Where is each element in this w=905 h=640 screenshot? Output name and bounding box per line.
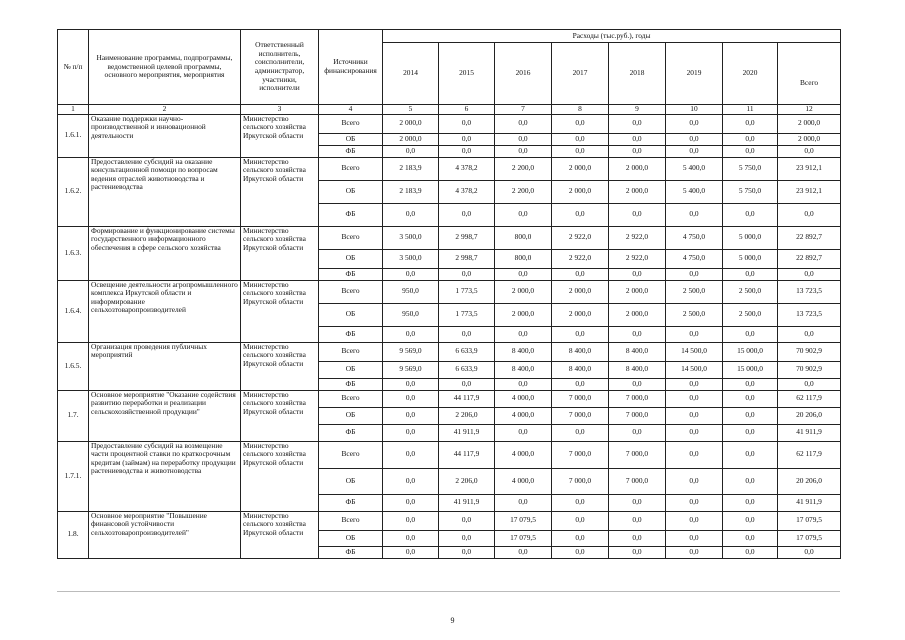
row-year-value: 0,0	[723, 390, 778, 407]
row-year-value: 0,0	[552, 424, 609, 441]
row-source: ОБ	[319, 249, 383, 268]
row-year-value: 0,0	[552, 494, 609, 511]
row-year-value: 8 400,0	[609, 342, 666, 361]
row-year-value: 2 000,0	[495, 303, 552, 326]
row-year-value: 4 000,0	[495, 441, 552, 468]
row-source: Всего	[319, 280, 383, 303]
row-year-value: 0,0	[495, 424, 552, 441]
row-year-value: 2 000,0	[552, 157, 609, 180]
row-code: 1.7.	[58, 390, 89, 441]
row-year-value: 0,0	[666, 494, 723, 511]
row-year-value: 0,0	[439, 530, 495, 546]
row-year-value: 0,0	[666, 511, 723, 530]
row-name: Основное мероприятие "Повышение финансовой устойчивости сельхозтоваропроизводителей"	[89, 511, 241, 558]
row-year-value: 2 000,0	[552, 303, 609, 326]
row-year-value: 2 500,0	[723, 303, 778, 326]
row-year-value: 2 183,9	[383, 180, 439, 203]
row-source: ФБ	[319, 378, 383, 390]
row-year-value: 44 117,9	[439, 441, 495, 468]
row-year-value: 0,0	[439, 546, 495, 558]
row-source: Всего	[319, 114, 383, 133]
header-responsible: Ответственный исполнитель, соисполнители, администратор, участники, исполнители	[241, 30, 319, 105]
table-row	[58, 441, 841, 468]
row-year-value: 2 922,0	[609, 249, 666, 268]
column-index: 10	[666, 105, 723, 115]
row-year-value: 0,0	[383, 424, 439, 441]
header-expenses: Расходы (тыс.руб.), годы	[383, 30, 841, 43]
table-row	[58, 390, 841, 407]
row-code: 1.7.1.	[58, 441, 89, 511]
row-year-value: 0,0	[383, 326, 439, 342]
row-year-value: 0,0	[666, 546, 723, 558]
row-year-value: 0,0	[495, 494, 552, 511]
row-year-value: 5 750,0	[723, 157, 778, 180]
row-year-value: 0,0	[383, 468, 439, 494]
row-year-value: 0,0	[666, 133, 723, 145]
row-name: Основное мероприятие "Оказание содействия развитию переработки и реализации сельскохозяйственной продукции"	[89, 390, 241, 441]
row-source: ОБ	[319, 468, 383, 494]
row-responsible: Министерство сельского хозяйства Иркутской области	[241, 390, 319, 441]
row-name: Освещение деятельности агропромышленного комплекса Иркутской области и информирование сельхозтоваропроизводителей	[89, 280, 241, 342]
row-responsible: Министерство сельского хозяйства Иркутской области	[241, 441, 319, 511]
row-year-value: 7 000,0	[609, 468, 666, 494]
row-year-value: 14 500,0	[666, 361, 723, 378]
row-year-value: 0,0	[439, 145, 495, 157]
row-year-value: 41 911,9	[439, 494, 495, 511]
row-source: ОБ	[319, 303, 383, 326]
row-total: 2 000,0	[778, 133, 841, 145]
header-year: 2019	[666, 43, 723, 105]
row-year-value: 2 500,0	[666, 303, 723, 326]
row-total: 0,0	[778, 378, 841, 390]
row-year-value: 0,0	[666, 390, 723, 407]
row-year-value: 0,0	[495, 378, 552, 390]
header-total: Всего	[778, 43, 841, 105]
row-year-value: 4 378,2	[439, 157, 495, 180]
row-year-value: 2 998,7	[439, 249, 495, 268]
column-index: 11	[723, 105, 778, 115]
row-total: 0,0	[778, 326, 841, 342]
row-total: 0,0	[778, 145, 841, 157]
row-year-value: 800,0	[495, 249, 552, 268]
row-responsible: Министерство сельского хозяйства Иркутской области	[241, 157, 319, 226]
row-year-value: 0,0	[495, 133, 552, 145]
row-year-value: 0,0	[383, 546, 439, 558]
row-year-value: 0,0	[552, 114, 609, 133]
row-total: 70 902,9	[778, 361, 841, 378]
row-source: ОБ	[319, 407, 383, 424]
row-source: ФБ	[319, 203, 383, 226]
row-year-value: 0,0	[383, 441, 439, 468]
row-responsible: Министерство сельского хозяйства Иркутской области	[241, 280, 319, 342]
row-year-value: 0,0	[666, 268, 723, 280]
header-year: 2014	[383, 43, 439, 105]
footer-divider	[57, 591, 840, 592]
row-code: 1.6.4.	[58, 280, 89, 342]
row-year-value: 950,0	[383, 280, 439, 303]
row-year-value: 0,0	[723, 378, 778, 390]
row-year-value: 0,0	[609, 494, 666, 511]
row-year-value: 2 500,0	[723, 280, 778, 303]
column-index: 7	[495, 105, 552, 115]
row-total: 41 911,9	[778, 424, 841, 441]
row-year-value: 0,0	[723, 133, 778, 145]
row-year-value: 0,0	[723, 145, 778, 157]
header-year: 2018	[609, 43, 666, 105]
row-year-value: 2 000,0	[495, 280, 552, 303]
row-year-value: 5 000,0	[723, 226, 778, 249]
row-year-value: 5 400,0	[666, 157, 723, 180]
table-row	[58, 157, 841, 180]
row-year-value: 17 079,5	[495, 530, 552, 546]
row-year-value: 4 750,0	[666, 226, 723, 249]
row-year-value: 0,0	[666, 468, 723, 494]
row-year-value: 0,0	[723, 424, 778, 441]
row-year-value: 0,0	[552, 530, 609, 546]
row-total: 20 206,0	[778, 468, 841, 494]
row-year-value: 2 206,0	[439, 407, 495, 424]
row-total: 62 117,9	[778, 441, 841, 468]
row-year-value: 4 000,0	[495, 407, 552, 424]
row-year-value: 6 633,9	[439, 342, 495, 361]
row-total: 0,0	[778, 268, 841, 280]
row-year-value: 0,0	[609, 114, 666, 133]
row-year-value: 2 000,0	[552, 280, 609, 303]
header-year: 2017	[552, 43, 609, 105]
row-source: Всего	[319, 390, 383, 407]
row-year-value: 15 000,0	[723, 361, 778, 378]
row-year-value: 0,0	[495, 326, 552, 342]
row-year-value: 0,0	[609, 424, 666, 441]
row-year-value: 7 000,0	[552, 468, 609, 494]
row-total: 17 079,5	[778, 530, 841, 546]
row-year-value: 0,0	[552, 145, 609, 157]
row-year-value: 5 000,0	[723, 249, 778, 268]
row-total: 41 911,9	[778, 494, 841, 511]
row-total: 70 902,9	[778, 342, 841, 361]
row-year-value: 0,0	[723, 326, 778, 342]
row-year-value: 0,0	[439, 203, 495, 226]
row-year-value: 0,0	[383, 511, 439, 530]
row-year-value: 7 000,0	[552, 441, 609, 468]
row-year-value: 950,0	[383, 303, 439, 326]
row-year-value: 7 000,0	[609, 441, 666, 468]
row-year-value: 2 922,0	[552, 226, 609, 249]
row-name: Оказание поддержки научно-производственной и инновационной деятельности	[89, 114, 241, 157]
row-year-value: 8 400,0	[609, 361, 666, 378]
row-year-value: 0,0	[439, 378, 495, 390]
row-year-value: 2 200,0	[495, 157, 552, 180]
row-name: Организация проведения публичных мероприятий	[89, 342, 241, 390]
row-responsible: Министерство сельского хозяйства Иркутской области	[241, 342, 319, 390]
budget-table	[57, 29, 841, 559]
row-year-value: 0,0	[609, 145, 666, 157]
row-year-value: 3 500,0	[383, 226, 439, 249]
column-index-row	[58, 105, 841, 115]
table-row	[58, 280, 841, 303]
column-index: 6	[439, 105, 495, 115]
row-year-value: 0,0	[552, 511, 609, 530]
row-total: 17 079,5	[778, 511, 841, 530]
table-row	[58, 511, 841, 530]
row-total: 23 912,1	[778, 180, 841, 203]
row-year-value: 9 569,0	[383, 361, 439, 378]
header-year: 2020	[723, 43, 778, 105]
row-year-value: 8 400,0	[495, 361, 552, 378]
row-year-value: 3 500,0	[383, 249, 439, 268]
row-name: Формирование и функционирование системы государственного информационного обеспечения в сфере сельского хозяйства	[89, 226, 241, 280]
row-year-value: 8 400,0	[552, 342, 609, 361]
row-year-value: 0,0	[383, 494, 439, 511]
row-year-value: 17 079,5	[495, 511, 552, 530]
row-year-value: 0,0	[552, 326, 609, 342]
row-source: ФБ	[319, 494, 383, 511]
table-row	[58, 226, 841, 249]
row-year-value: 0,0	[609, 133, 666, 145]
row-year-value: 0,0	[666, 407, 723, 424]
row-year-value: 0,0	[723, 530, 778, 546]
row-code: 1.8.	[58, 511, 89, 558]
row-year-value: 0,0	[723, 511, 778, 530]
column-index: 1	[58, 105, 89, 115]
row-total: 13 723,5	[778, 303, 841, 326]
row-total: 0,0	[778, 203, 841, 226]
row-year-value: 2 183,9	[383, 157, 439, 180]
row-year-value: 0,0	[666, 378, 723, 390]
row-year-value: 0,0	[383, 407, 439, 424]
table-row	[58, 114, 841, 133]
column-index: 8	[552, 105, 609, 115]
row-year-value: 8 400,0	[495, 342, 552, 361]
row-responsible: Министерство сельского хозяйства Иркутской области	[241, 114, 319, 157]
row-year-value: 0,0	[439, 114, 495, 133]
row-year-value: 0,0	[495, 203, 552, 226]
row-year-value: 15 000,0	[723, 342, 778, 361]
row-name: Предоставление субсидий на возмещение части процентной ставки по краткосрочным кредитам (займам) на переработку продукции растениеводства и животноводства	[89, 441, 241, 511]
row-year-value: 14 500,0	[666, 342, 723, 361]
row-total: 2 000,0	[778, 114, 841, 133]
row-source: ФБ	[319, 268, 383, 280]
row-year-value: 1 773,5	[439, 280, 495, 303]
row-year-value: 0,0	[552, 203, 609, 226]
row-year-value: 2 000,0	[609, 157, 666, 180]
row-code: 1.6.1.	[58, 114, 89, 157]
row-source: Всего	[319, 342, 383, 361]
table-body	[58, 114, 841, 558]
row-year-value: 0,0	[666, 114, 723, 133]
row-year-value: 0,0	[609, 378, 666, 390]
row-source: ОБ	[319, 361, 383, 378]
row-year-value: 0,0	[383, 390, 439, 407]
row-total: 23 912,1	[778, 157, 841, 180]
row-source: ФБ	[319, 326, 383, 342]
row-year-value: 44 117,9	[439, 390, 495, 407]
column-index: 12	[778, 105, 841, 115]
row-year-value: 5 400,0	[666, 180, 723, 203]
row-source: ФБ	[319, 424, 383, 441]
row-source: Всего	[319, 441, 383, 468]
row-source: Всего	[319, 226, 383, 249]
row-year-value: 0,0	[383, 145, 439, 157]
table-row	[58, 342, 841, 361]
row-year-value: 0,0	[609, 268, 666, 280]
row-year-value: 5 750,0	[723, 180, 778, 203]
header-year: 2015	[439, 43, 495, 105]
row-total: 13 723,5	[778, 280, 841, 303]
row-year-value: 0,0	[552, 268, 609, 280]
row-year-value: 7 000,0	[609, 390, 666, 407]
row-year-value: 41 911,9	[439, 424, 495, 441]
row-year-value: 0,0	[552, 133, 609, 145]
row-year-value: 0,0	[495, 145, 552, 157]
row-source: ОБ	[319, 530, 383, 546]
row-year-value: 2 000,0	[609, 303, 666, 326]
column-index: 4	[319, 105, 383, 115]
row-year-value: 0,0	[495, 114, 552, 133]
row-year-value: 0,0	[383, 268, 439, 280]
row-year-value: 0,0	[439, 268, 495, 280]
row-year-value: 2 922,0	[552, 249, 609, 268]
row-year-value: 0,0	[383, 378, 439, 390]
row-source: ОБ	[319, 180, 383, 203]
row-source: Всего	[319, 157, 383, 180]
row-year-value: 0,0	[552, 378, 609, 390]
row-name: Предоставление субсидий на оказание консультационной помощи по вопросам ведения отраслей животноводства и растениеводства	[89, 157, 241, 226]
header-year: 2016	[495, 43, 552, 105]
row-source: Всего	[319, 511, 383, 530]
row-year-value: 0,0	[666, 145, 723, 157]
row-year-value: 8 400,0	[552, 361, 609, 378]
row-year-value: 0,0	[439, 511, 495, 530]
column-index: 2	[89, 105, 241, 115]
column-index: 5	[383, 105, 439, 115]
row-year-value: 0,0	[723, 203, 778, 226]
column-index: 9	[609, 105, 666, 115]
row-year-value: 0,0	[439, 133, 495, 145]
row-year-value: 2 200,0	[495, 180, 552, 203]
header-number: № п/п	[58, 30, 89, 105]
row-year-value: 0,0	[495, 546, 552, 558]
row-year-value: 7 000,0	[552, 390, 609, 407]
row-year-value: 1 773,5	[439, 303, 495, 326]
row-year-value: 7 000,0	[552, 407, 609, 424]
row-responsible: Министерство сельского хозяйства Иркутской области	[241, 511, 319, 558]
row-year-value: 0,0	[383, 530, 439, 546]
row-responsible: Министерство сельского хозяйства Иркутской области	[241, 226, 319, 280]
row-year-value: 0,0	[723, 494, 778, 511]
row-year-value: 2 000,0	[383, 133, 439, 145]
row-year-value: 0,0	[723, 468, 778, 494]
row-code: 1.6.5.	[58, 342, 89, 390]
row-year-value: 0,0	[666, 441, 723, 468]
row-year-value: 0,0	[609, 511, 666, 530]
row-year-value: 0,0	[723, 441, 778, 468]
row-year-value: 2 000,0	[552, 180, 609, 203]
header-source: Источники финансирования	[319, 30, 383, 105]
row-year-value: 2 000,0	[609, 280, 666, 303]
row-code: 1.6.3.	[58, 226, 89, 280]
header-name: Наименование программы, подпрограммы, ведомственной целевой программы, основного мероприятия, мероприятия	[89, 30, 241, 105]
row-year-value: 0,0	[383, 203, 439, 226]
row-year-value: 0,0	[666, 424, 723, 441]
row-year-value: 2 000,0	[609, 180, 666, 203]
row-total: 22 892,7	[778, 226, 841, 249]
row-year-value: 2 922,0	[609, 226, 666, 249]
row-total: 22 892,7	[778, 249, 841, 268]
row-year-value: 4 000,0	[495, 468, 552, 494]
row-year-value: 4 000,0	[495, 390, 552, 407]
row-year-value: 6 633,9	[439, 361, 495, 378]
row-year-value: 800,0	[495, 226, 552, 249]
row-year-value: 0,0	[666, 530, 723, 546]
row-year-value: 2 998,7	[439, 226, 495, 249]
header-row-1	[58, 30, 841, 43]
row-source: ФБ	[319, 546, 383, 558]
row-year-value: 4 750,0	[666, 249, 723, 268]
row-year-value: 0,0	[609, 546, 666, 558]
row-source: ОБ	[319, 133, 383, 145]
row-year-value: 0,0	[439, 326, 495, 342]
row-year-value: 0,0	[609, 203, 666, 226]
row-total: 20 206,0	[778, 407, 841, 424]
row-year-value: 4 378,2	[439, 180, 495, 203]
row-year-value: 0,0	[723, 407, 778, 424]
row-year-value: 0,0	[723, 546, 778, 558]
row-year-value: 2 206,0	[439, 468, 495, 494]
row-code: 1.6.2.	[58, 157, 89, 226]
row-year-value: 2 500,0	[666, 280, 723, 303]
row-year-value: 2 000,0	[383, 114, 439, 133]
page-number: 9	[450, 616, 455, 625]
row-year-value: 0,0	[723, 114, 778, 133]
row-total: 62 117,9	[778, 390, 841, 407]
row-year-value: 0,0	[609, 326, 666, 342]
row-total: 0,0	[778, 546, 841, 558]
row-year-value: 0,0	[666, 326, 723, 342]
row-year-value: 0,0	[723, 268, 778, 280]
column-index: 3	[241, 105, 319, 115]
row-year-value: 0,0	[609, 530, 666, 546]
row-year-value: 9 569,0	[383, 342, 439, 361]
row-year-value: 0,0	[666, 203, 723, 226]
row-source: ФБ	[319, 145, 383, 157]
row-year-value: 0,0	[495, 268, 552, 280]
row-year-value: 7 000,0	[609, 407, 666, 424]
row-year-value: 0,0	[552, 546, 609, 558]
